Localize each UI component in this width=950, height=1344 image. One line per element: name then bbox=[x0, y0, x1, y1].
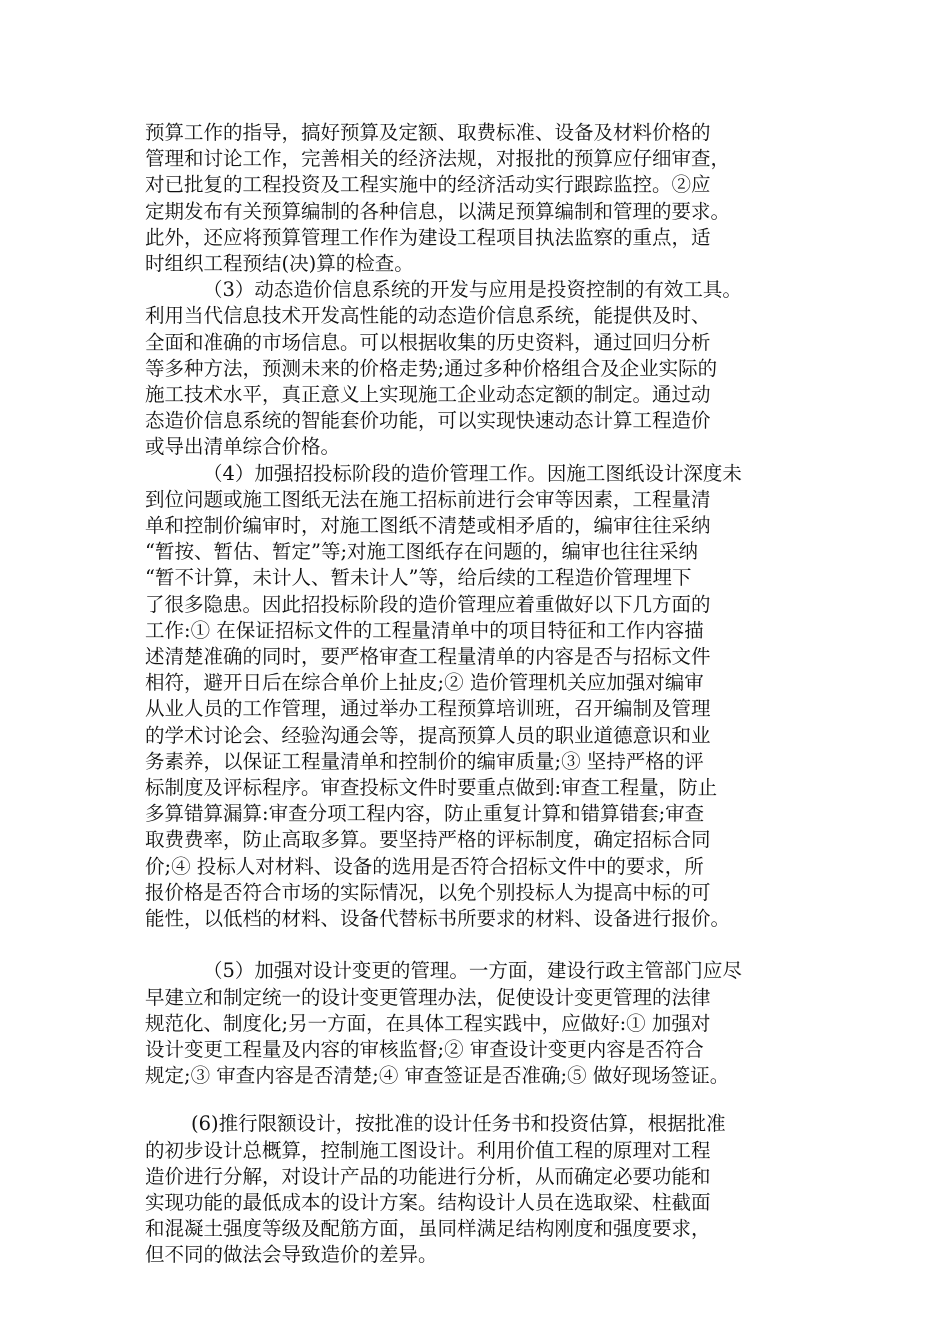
text-line: 等多种方法，预测未来的价格走势;通过多种价格组合及企业实际的 bbox=[145, 356, 718, 380]
text-line: （4）加强招投标阶段的造价管理工作。因施工图纸设计深度未 bbox=[203, 461, 742, 485]
text-line: 利用当代信息技术开发高性能的动态造价信息系统，能提供及时、 bbox=[145, 304, 711, 328]
text-line: 单和控制价编审时，对施工图纸不清楚或相矛盾的，编审往往采纳 bbox=[145, 514, 711, 538]
text-line: 到位问题或施工图纸无法在施工招标前进行会审等因素，工程量清 bbox=[145, 487, 711, 511]
text-line: 或导出清单综合价格。 bbox=[145, 435, 341, 459]
text-line: （5）加强对设计变更的管理。一方面，建设行政主管部门应尽 bbox=[203, 959, 742, 983]
text-line: 标制度及评标程序。审查投标文件时要重点做到:审查工程量，防止 bbox=[145, 776, 718, 800]
text-line: “暂按、暂估、暂定”等;对施工图纸存在问题的，编审也往往采纳 bbox=[145, 540, 699, 564]
document-page bbox=[145, 120, 815, 1269]
text-line: 施工技术水平，真正意义上实现施工企业动态定额的制定。通过动 bbox=[145, 383, 711, 407]
text-line: 对已批复的工程投资及工程实施中的经济活动实行跟踪监控。②应 bbox=[145, 173, 711, 197]
text-line: 管理和讨论工作，完善相关的经济法规，对报批的预算应仔细审查， bbox=[145, 147, 731, 171]
text-line: 实现功能的最低成本的设计方案。结构设计人员在选取梁、柱截面 bbox=[145, 1190, 711, 1214]
paragraph-3 bbox=[145, 277, 815, 460]
text-line: 全面和准确的市场信息。可以根据收集的历史资料，通过回归分析 bbox=[145, 330, 711, 354]
text-line: 报价格是否符合市场的实际情况，以免个别投标人为提高中标的可 bbox=[145, 880, 711, 904]
text-line: 相符，避开日后在综合单价上扯皮;② 造价管理机关应加强对编审 bbox=[145, 671, 704, 695]
text-line: 早建立和制定统一的设计变更管理办法，促使设计变更管理的法律 bbox=[145, 985, 711, 1009]
text-line: 从业人员的工作管理，通过举办工程预算培训班，召开编制及管理 bbox=[145, 697, 711, 721]
paragraph-continuation bbox=[145, 120, 815, 277]
text-line: 此外，还应将预算管理工作作为建设工程项目执法监察的重点，适 bbox=[145, 225, 711, 249]
text-line: 能性，以低档的材料、设备代替标书所要求的材料、设备进行报价。 bbox=[145, 907, 731, 931]
text-line: 态造价信息系统的智能套价功能，可以实现快速动态计算工程造价 bbox=[145, 409, 711, 433]
paragraph-6 bbox=[145, 1111, 815, 1268]
text-line: 的初步设计总概算，控制施工图设计。利用价值工程的原理对工程 bbox=[145, 1138, 711, 1162]
text-line: 述清楚准确的同时，要严格审查工程量清单的内容是否与招标文件 bbox=[145, 645, 711, 669]
text-line: 定期发布有关预算编制的各种信息，以满足预算编制和管理的要求。 bbox=[145, 199, 731, 223]
text-line: 多算错算漏算:审查分项工程内容，防止重复计算和错算错套;审查 bbox=[145, 802, 705, 826]
text-line: (6)推行限额设计，按批准的设计任务书和投资估算，根据批准 bbox=[191, 1112, 726, 1136]
text-line: 工作:① 在保证招标文件的工程量清单中的项目特征和工作内容描 bbox=[145, 618, 704, 642]
text-line: 的学术讨论会、经验沟通会等，提高预算人员的职业道德意识和业 bbox=[145, 723, 711, 747]
text-line: 了很多隐患。因此招投标阶段的造价管理应着重做好以下几方面的 bbox=[145, 592, 711, 616]
text-line: “暂不计算，未计人、暂未计人”等，给后续的工程造价管理埋下 bbox=[145, 566, 692, 590]
text-line: 和混凝土强度等级及配筋方面，虽同样满足结构刚度和强度要求， bbox=[145, 1217, 711, 1241]
text-line: 取费费率，防止高取多算。要坚持严格的评标制度，确定招标合同 bbox=[145, 828, 711, 852]
text-line: 规范化、制度化;另一方面，在具体工程实践中，应做好:① 加强对 bbox=[145, 1011, 711, 1035]
text-line: 价;④ 投标人对材料、设备的选用是否符合招标文件中的要求，所 bbox=[145, 854, 704, 878]
text-line: 预算工作的指导，搞好预算及定额、取费标准、设备及材料价格的 bbox=[145, 121, 711, 144]
text-line: 时组织工程预结(决)算的检查。 bbox=[145, 252, 414, 276]
text-line: 设计变更工程量及内容的审核监督;② 审查设计变更内容是否符合 bbox=[145, 1037, 704, 1061]
text-line: 造价进行分解，对设计产品的功能进行分析，从而确定必要功能和 bbox=[145, 1164, 711, 1188]
paragraph-5 bbox=[145, 958, 815, 1089]
text-line: （3）动态造价信息系统的开发与应用是投资控制的有效工具。 bbox=[203, 278, 742, 302]
text-line: 规定;③ 审查内容是否清楚;④ 审查签证是否准确;⑤ 做好现场签证。 bbox=[145, 1064, 730, 1088]
text-line: 但不同的做法会导致造价的差异。 bbox=[145, 1243, 438, 1267]
paragraph-4 bbox=[145, 461, 815, 933]
text-line: 务素养，以保证工程量清单和控制价的编审质量;③ 坚持严格的评 bbox=[145, 749, 704, 773]
